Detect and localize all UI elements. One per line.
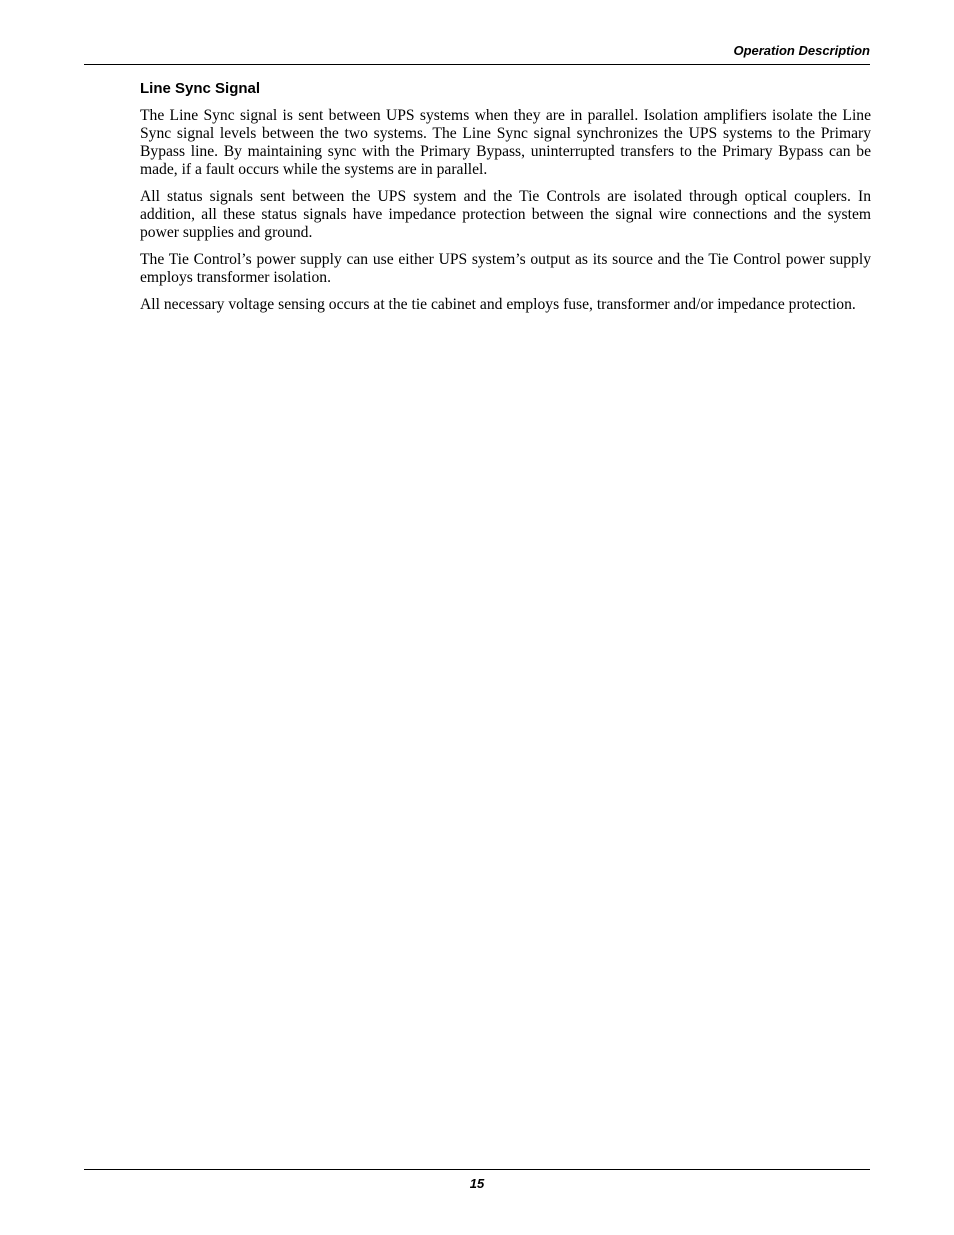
paragraph-voltage-sensing: All necessary voltage sensing occurs at the tie cabinet and employs fuse, transformer and/or impedance protection. (140, 296, 856, 313)
paragraph-status-signals: All status signals sent between the UPS system and the Tie Controls are isolated through optical couplers. In addition, all these status signals have impedance protection between the signal wire connections and the system power supplies and ground. (140, 188, 871, 241)
running-header (84, 41, 870, 65)
header-section-title: Operation Description (733, 43, 870, 58)
paragraph-tie-control-power: The Tie Control’s power supply can use either UPS system’s output as its source and the Tie Control power supply employs transformer isolation. (140, 251, 871, 286)
running-footer (84, 1169, 870, 1193)
page-number: 15 (469, 1176, 485, 1191)
paragraph-line-sync: The Line Sync signal is sent between UPS systems when they are in parallel. Isolation amplifiers isolate the Line Sync signal levels between the two systems. The Line Sync signal synchronizes the UPS systems to the Primary Bypass line. By maintaining sync with the Primary Bypass, uninterrupted transfers to the Primary Bypass can be made, if a fault occurs while the systems are in parallel. (140, 107, 871, 178)
section-heading: Line Sync Signal (140, 80, 261, 97)
page-content (140, 79, 871, 323)
